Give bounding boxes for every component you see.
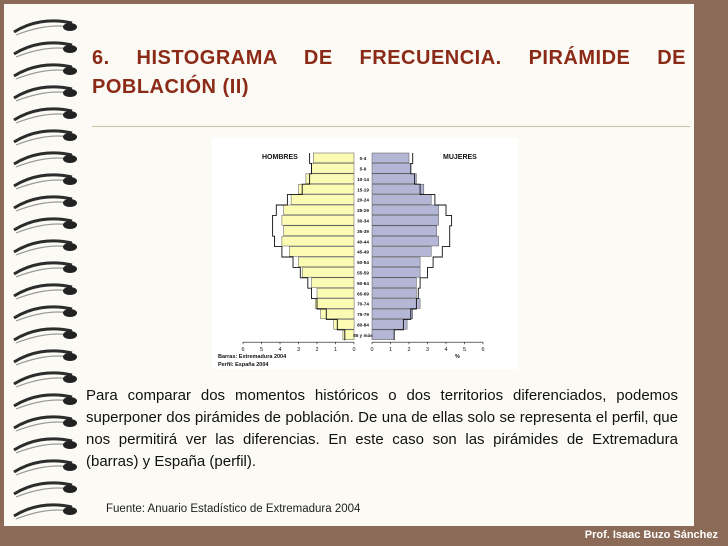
female-bar-10-14 — [372, 174, 416, 184]
age-group-label: 30-34 — [357, 218, 369, 224]
age-group-label: 60-64 — [357, 280, 369, 286]
female-bar-75-79 — [372, 309, 413, 319]
female-bar-0-4 — [372, 153, 409, 163]
x-tick-label: 4 — [278, 347, 282, 354]
female-bar-80-84 — [372, 319, 407, 329]
male-bar-70-74 — [315, 299, 354, 309]
female-bar-30-34 — [372, 215, 439, 225]
binding-ring — [14, 483, 77, 497]
male-bar-80-84 — [334, 319, 354, 329]
binding-ring — [14, 109, 77, 123]
x-tick-label: 1 — [333, 347, 338, 354]
description-paragraph: Para comparar dos momentos históricos o dos territorios diferenciados, podemos superponer dos pirámides de población. De una de ellas solo se representa el perfil, que nos permitirá ver las diferencias. En este caso son las pirámides de Extremadura (barras) y España (perfil). — [86, 387, 678, 470]
male-bar-65-69 — [317, 288, 354, 298]
age-group-label: 35-39 — [357, 228, 369, 234]
binding-ring — [14, 329, 77, 343]
female-bar-55-59 — [372, 267, 420, 277]
age-group-label: 50-54 — [357, 260, 369, 266]
x-tick-label: 3 — [425, 347, 430, 354]
slide-title — [92, 44, 686, 102]
x-tick-label: 6 — [241, 347, 245, 354]
female-bar-40-44 — [372, 236, 439, 246]
age-group-label: 0-4 — [359, 156, 367, 162]
binding-ring — [14, 21, 77, 35]
hombres-label: HOMBRES — [262, 154, 298, 161]
mujeres-label: MUJERES — [443, 154, 477, 161]
binding-ring — [14, 439, 77, 453]
x-tick-label: 0 — [370, 347, 374, 354]
age-group-label: 20-24 — [357, 197, 369, 203]
x-tick-label: 0 — [352, 347, 356, 354]
female-bar-65-69 — [372, 288, 416, 298]
binding-ring — [14, 153, 77, 167]
binding-ring — [14, 461, 77, 475]
female-bar-15-19 — [372, 184, 424, 194]
age-group-label: 85 y más — [353, 332, 373, 338]
age-group-label: 5-9 — [359, 166, 367, 172]
male-bar-60-64 — [312, 278, 355, 288]
age-group-label: 70-74 — [357, 301, 369, 307]
title-line-2: POBLACIÓN (II) — [92, 76, 249, 98]
age-group-label: 75-79 — [357, 312, 369, 318]
age-group-label: 10-14 — [357, 176, 369, 182]
female-bar-85 y más — [372, 330, 394, 340]
title-line-1: 6. HISTOGRAMA DE FRECUENCIA. PIRÁMIDE DE — [92, 47, 686, 69]
age-group-label: 45-49 — [357, 249, 369, 255]
male-bar-40-44 — [282, 236, 354, 246]
x-tick-label: 2 — [315, 347, 319, 354]
binding-ring — [14, 373, 77, 387]
chart-legend-line: Perfil: España 2004 — [218, 362, 269, 369]
male-bar-35-39 — [284, 226, 354, 236]
male-bar-25-29 — [284, 205, 354, 215]
binding-ring — [14, 87, 77, 101]
male-bar-10-14 — [306, 174, 354, 184]
chart-legend-line: Barras: Extremadura 2004 — [218, 354, 287, 361]
x-tick-label: 4 — [444, 347, 448, 354]
x-tick-label: 6 — [481, 347, 485, 354]
x-tick-label: 2 — [407, 347, 411, 354]
x-tick-label: 5 — [259, 347, 264, 354]
female-bar-25-29 — [372, 205, 439, 215]
x-tick-label: 1 — [388, 347, 393, 354]
male-bar-55-59 — [302, 267, 354, 277]
binding-ring — [14, 417, 77, 431]
binding-ring — [14, 351, 77, 365]
unit-label: % — [455, 354, 460, 361]
male-bar-15-19 — [299, 184, 355, 194]
population-pyramid-chart — [212, 138, 518, 369]
binding-ring — [14, 197, 77, 211]
binding-ring — [14, 505, 77, 519]
female-bar-50-54 — [372, 257, 420, 267]
binding-ring — [14, 263, 77, 277]
binding-ring — [14, 175, 77, 189]
female-bar-35-39 — [372, 226, 437, 236]
author-credit: Prof. Isaac Buzo Sánchez — [584, 529, 718, 541]
male-bar-30-34 — [282, 215, 354, 225]
binding-ring — [14, 285, 77, 299]
male-bar-20-24 — [291, 195, 354, 205]
binding-ring — [14, 65, 77, 79]
x-tick-label: 5 — [462, 347, 467, 354]
x-tick-label: 3 — [296, 347, 301, 354]
male-bar-75-79 — [321, 309, 354, 319]
female-bar-60-64 — [372, 278, 416, 288]
female-bar-45-49 — [372, 247, 431, 257]
binding-ring — [14, 43, 77, 57]
male-bar-0-4 — [313, 153, 354, 163]
binding-ring — [14, 241, 77, 255]
age-group-label: 25-29 — [357, 208, 369, 214]
male-bar-5-9 — [312, 163, 355, 173]
age-group-label: 80-84 — [357, 322, 369, 328]
source-note: Fuente: Anuario Estadístico de Extremadura 2004 — [106, 503, 361, 515]
binding-ring — [14, 131, 77, 145]
female-bar-20-24 — [372, 195, 431, 205]
age-group-label: 15-19 — [357, 187, 369, 193]
age-group-label: 55-59 — [357, 270, 369, 276]
binding-ring — [14, 219, 77, 233]
binding-ring — [14, 395, 77, 409]
binding-ring — [14, 307, 77, 321]
male-bar-50-54 — [299, 257, 355, 267]
male-bar-45-49 — [289, 247, 354, 257]
spiral-binding — [0, 14, 90, 524]
age-group-label: 65-69 — [357, 291, 369, 297]
pyramid-svg — [212, 138, 518, 369]
female-bar-5-9 — [372, 163, 411, 173]
age-group-label: 40-44 — [357, 239, 369, 245]
female-bar-70-74 — [372, 299, 420, 309]
title-divider — [92, 126, 690, 127]
